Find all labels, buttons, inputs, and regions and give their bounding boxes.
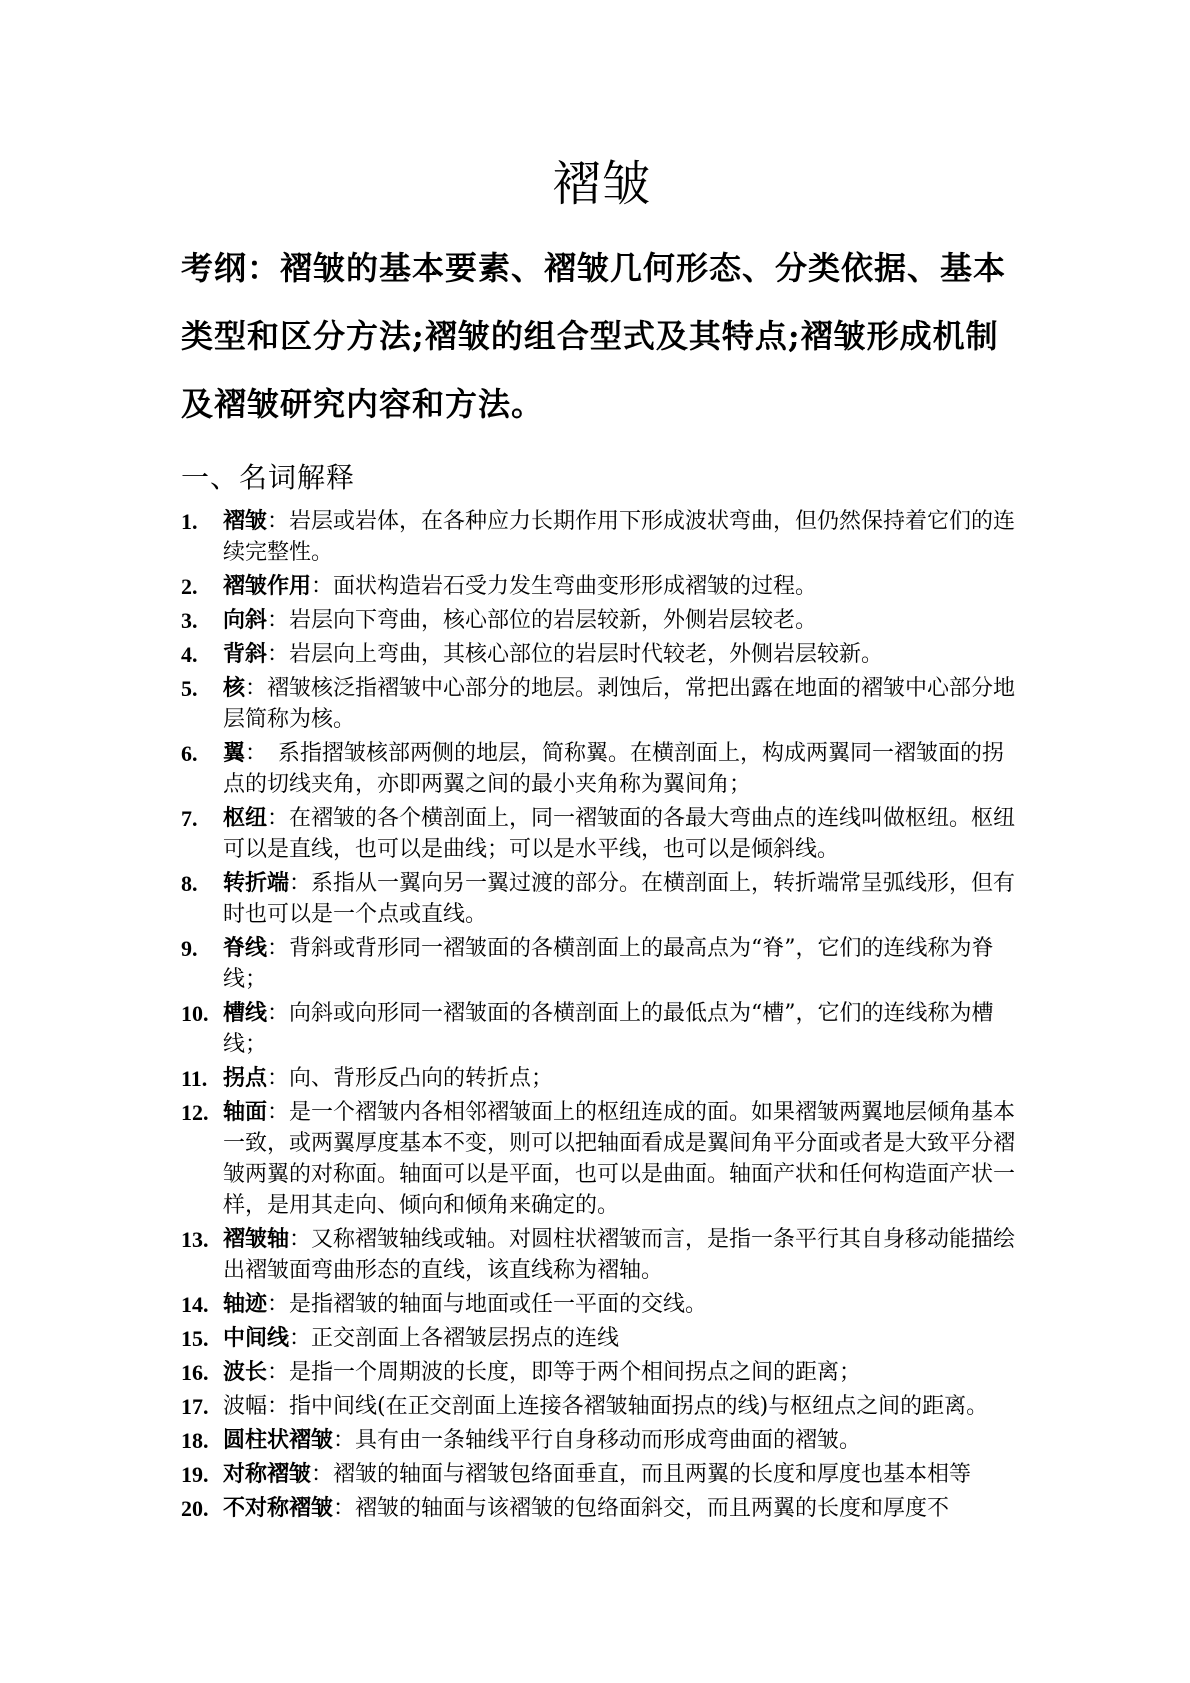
- term-definition: ：具有由一条轴线平行自身移动而形成弯曲面的褶皱。: [333, 1428, 862, 1453]
- term-definition: ：岩层或岩体，在各种应力长期作用下形成波状弯曲，但仍然保持着它们的连续完整性。: [223, 509, 1016, 565]
- term-name: 槽线: [223, 1000, 268, 1026]
- list-item: [181, 1224, 1024, 1286]
- term-name: 中间线: [223, 1325, 290, 1351]
- document-page: [181, 150, 1024, 1527]
- term-name: 背斜: [223, 641, 268, 667]
- term-name: 脊线: [223, 935, 268, 961]
- term-number: 2.: [181, 574, 198, 599]
- list-item: [181, 933, 1024, 995]
- term-name: 转折端: [223, 870, 290, 896]
- list-item: [181, 738, 1024, 800]
- term-name: 枢纽: [223, 805, 268, 831]
- term-definition: ：指中间线(在正交剖面上连接各褶皱轴面拐点的线)与枢纽点之间的距离。: [267, 1394, 989, 1419]
- list-item: [181, 1459, 1024, 1490]
- list-item: [181, 1357, 1024, 1388]
- term-number: 5.: [181, 676, 198, 701]
- term-name: 不对称褶皱: [223, 1495, 334, 1521]
- term-definition: ：正交剖面上各褶皱层拐点的连线: [289, 1326, 620, 1351]
- list-item: [181, 1289, 1024, 1320]
- term-number: 12.: [181, 1100, 209, 1125]
- term-definition: ：岩层向下弯曲，核心部位的岩层较新，外侧岩层较老。: [267, 608, 818, 633]
- section-heading: 一、名词解释: [181, 461, 356, 494]
- term-name: 圆柱状褶皱: [223, 1427, 334, 1453]
- term-number: 10.: [181, 1001, 209, 1026]
- term-number: 3.: [181, 608, 198, 633]
- term-definition: ：褶皱的轴面与该褶皱的包络面斜交，而且两翼的长度和厚度不: [333, 1496, 950, 1521]
- page-title: 褶皱: [552, 156, 653, 212]
- list-item: [181, 639, 1024, 670]
- term-name: 向斜: [223, 607, 268, 633]
- term-definition: ：背斜或背形同一褶皱面的各横剖面上的最高点为“脊”，它们的连线称为脊线；: [223, 936, 994, 992]
- term-number: 18.: [181, 1428, 209, 1453]
- term-number: 11.: [181, 1066, 208, 1091]
- list-item: [181, 1323, 1024, 1354]
- term-definition: ：在褶皱的各个横剖面上，同一褶皱面的各最大弯曲点的连线叫做枢纽。枢纽可以是直线，也可以是曲线；可以是水平线，也可以是倾斜线。: [223, 806, 1016, 862]
- syllabus-paragraph: 考纲：褶皱的基本要素、褶皱几何形态、分类依据、基本类型和区分方法;褶皱的组合型式及其特点;褶皱形成机制及褶皱研究内容和方法。: [181, 249, 1007, 423]
- term-definition: ：褶皱的轴面与褶皱包络面垂直，而且两翼的长度和厚度也基本相等: [311, 1462, 972, 1487]
- term-definition: ：是指褶皱的轴面与地面或任一平面的交线。: [267, 1292, 708, 1317]
- term-definition: ： 系指摺皱核部两侧的地层，简称翼。在横剖面上，构成两翼同一褶皱面的拐点的切线夹角，亦即两翼之间的最小夹角称为翼间角；: [223, 741, 1005, 797]
- list-item: [181, 1063, 1024, 1094]
- term-name: 褶皱作用: [223, 573, 312, 599]
- term-name: 对称褶皱: [223, 1461, 312, 1487]
- list-item: [181, 1493, 1024, 1524]
- term-name: 波幅: [223, 1394, 268, 1419]
- term-definition: ：褶皱核泛指褶皱中心部分的地层。剥蚀后，常把出露在地面的褶皱中心部分地层简称为核。: [223, 676, 1016, 732]
- list-item: [181, 1097, 1024, 1221]
- term-name: 核: [223, 675, 246, 701]
- term-definition: ：是一个褶皱内各相邻褶皱面上的枢纽连成的面。如果褶皱两翼地层倾角基本一致，或两翼厚度基本不变，则可以把轴面看成是翼间角平分面或者是大致平分褶皱两翼的对称面。轴面可以是平面，也可以是曲面。轴面产状和任何构造面产状一样，是用其走向、倾向和倾角来确定的。: [223, 1100, 1016, 1218]
- term-name: 轴迹: [223, 1291, 268, 1317]
- term-definition: ：向斜或向形同一褶皱面的各横剖面上的最低点为“槽”，它们的连线称为槽线；: [223, 1001, 994, 1057]
- term-number: 19.: [181, 1462, 209, 1487]
- term-name: 拐点: [223, 1065, 268, 1091]
- term-number: 4.: [181, 642, 198, 667]
- term-number: 1.: [181, 509, 198, 534]
- term-name: 轴面: [223, 1099, 268, 1125]
- term-name: 翼: [223, 740, 246, 766]
- term-name: 褶皱轴: [223, 1226, 290, 1252]
- list-item: [181, 998, 1024, 1060]
- list-item: [181, 1391, 1024, 1422]
- term-number: 6.: [181, 741, 198, 766]
- term-definition: ：面状构造岩石受力发生弯曲变形形成褶皱的过程。: [311, 574, 818, 599]
- term-number: 8.: [181, 871, 198, 896]
- list-item: [181, 506, 1024, 568]
- term-definition: ：系指从一翼向另一翼过渡的部分。在横剖面上，转折端常呈弧线形，但有时也可以是一个点或直线。: [223, 871, 1016, 927]
- term-definition: ：岩层向上弯曲，其核心部位的岩层时代较老，外侧岩层较新。: [267, 642, 884, 667]
- term-definition: ：又称褶皱轴线或轴。对圆柱状褶皱而言，是指一条平行其自身移动能描绘出褶皱面弯曲形态的直线，该直线称为褶轴。: [223, 1227, 1016, 1283]
- term-number: 17.: [181, 1394, 209, 1419]
- list-item: [181, 571, 1024, 602]
- term-name: 波长: [223, 1359, 268, 1385]
- list-item: [181, 605, 1024, 636]
- list-item: [181, 1425, 1024, 1456]
- term-number: 14.: [181, 1292, 209, 1317]
- term-number: 16.: [181, 1360, 209, 1385]
- term-definition: ：是指一个周期波的长度，即等于两个相间拐点之间的距离；: [267, 1360, 862, 1385]
- term-number: 7.: [181, 806, 198, 831]
- list-item: [181, 803, 1024, 865]
- list-item: [181, 673, 1024, 735]
- term-list: [181, 506, 1024, 1524]
- term-name: 褶皱: [223, 508, 268, 534]
- list-item: [181, 868, 1024, 930]
- term-number: 13.: [181, 1227, 209, 1252]
- term-number: 15.: [181, 1326, 209, 1351]
- term-definition: ：向、背形反凸向的转折点；: [267, 1066, 554, 1091]
- term-number: 9.: [181, 936, 198, 961]
- term-number: 20.: [181, 1496, 209, 1521]
